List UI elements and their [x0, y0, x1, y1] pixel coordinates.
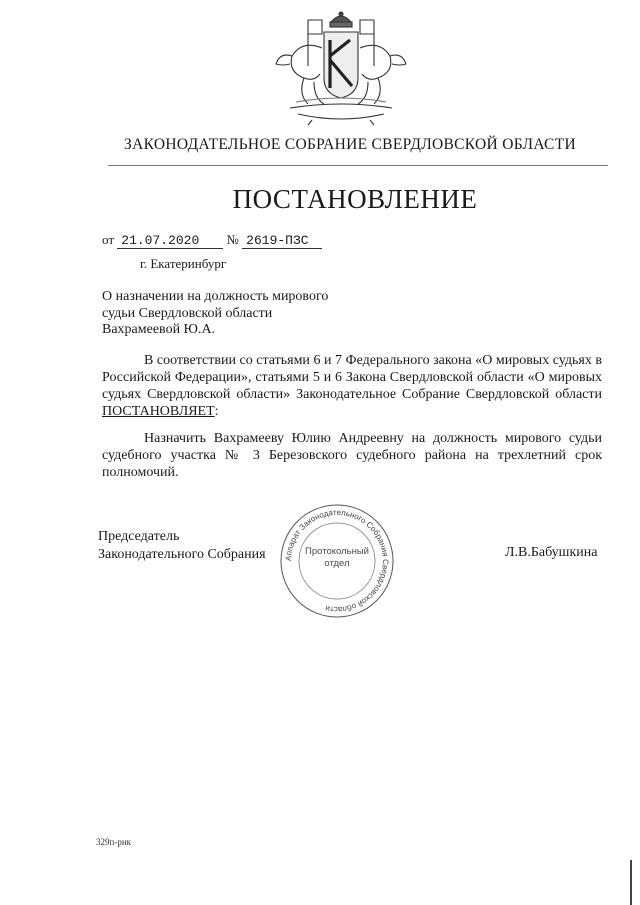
stamp-center-line1: Протокольный	[305, 546, 369, 557]
resolves-keyword: ПОСТАНОВЛЯЕТ	[102, 404, 215, 419]
signatory-title-line2: Законодательного Собрания	[98, 547, 266, 562]
number-prefix: №	[226, 232, 239, 247]
document-code: 329п-рнк	[96, 837, 132, 847]
preamble-text: В соответствии со статьями 6 и 7 Федерального закона «О мировых судьях в Российской Федерации», статьями 5 и 6 Закона Свердловской области «О мировых судьях Свердловской области» Законодательное Собрание Свердловской области	[102, 353, 602, 402]
document-number: 2619-ПЗС	[242, 234, 322, 249]
issue-city: г. Екатеринбург	[140, 256, 227, 271]
header-divider	[108, 165, 608, 166]
preamble-colon: :	[214, 404, 219, 419]
document-type-title: ПОСТАНОВЛЕНИЕ	[232, 184, 478, 214]
stamp-center-text	[298, 546, 376, 570]
stamp-center-line2: отдел	[324, 558, 350, 569]
document-date: 21.07.2020	[117, 234, 223, 249]
signatory-name: Л.В.Бабушкина	[505, 545, 598, 560]
resolution-paragraph: Назначить Вахрамееву Юлию Андреевну на должность мирового судьи судебного участка № 3 Березовского судебного района на трехлетний срок полномочий.	[102, 431, 602, 480]
date-number-line	[102, 232, 322, 249]
coat-of-arms-emblem	[268, 8, 414, 126]
stamp-ring-text: Аппарат Законодательного Собрания Свердловской области	[283, 507, 391, 615]
preamble-paragraph	[102, 352, 602, 420]
scan-edge-mark	[630, 860, 632, 905]
organization-name: ЗАКОНОДАТЕЛЬНОЕ СОБРАНИЕ СВЕРДЛОВСКОЙ ОБЛАСТИ	[124, 136, 576, 153]
document-subject: О назначении на должность мирового судьи Свердловской области Вахрамеевой Ю.А.	[102, 289, 329, 337]
signatory-title	[98, 528, 266, 564]
signatory-title-line1: Председатель	[98, 529, 180, 544]
date-prefix: от	[102, 232, 115, 247]
